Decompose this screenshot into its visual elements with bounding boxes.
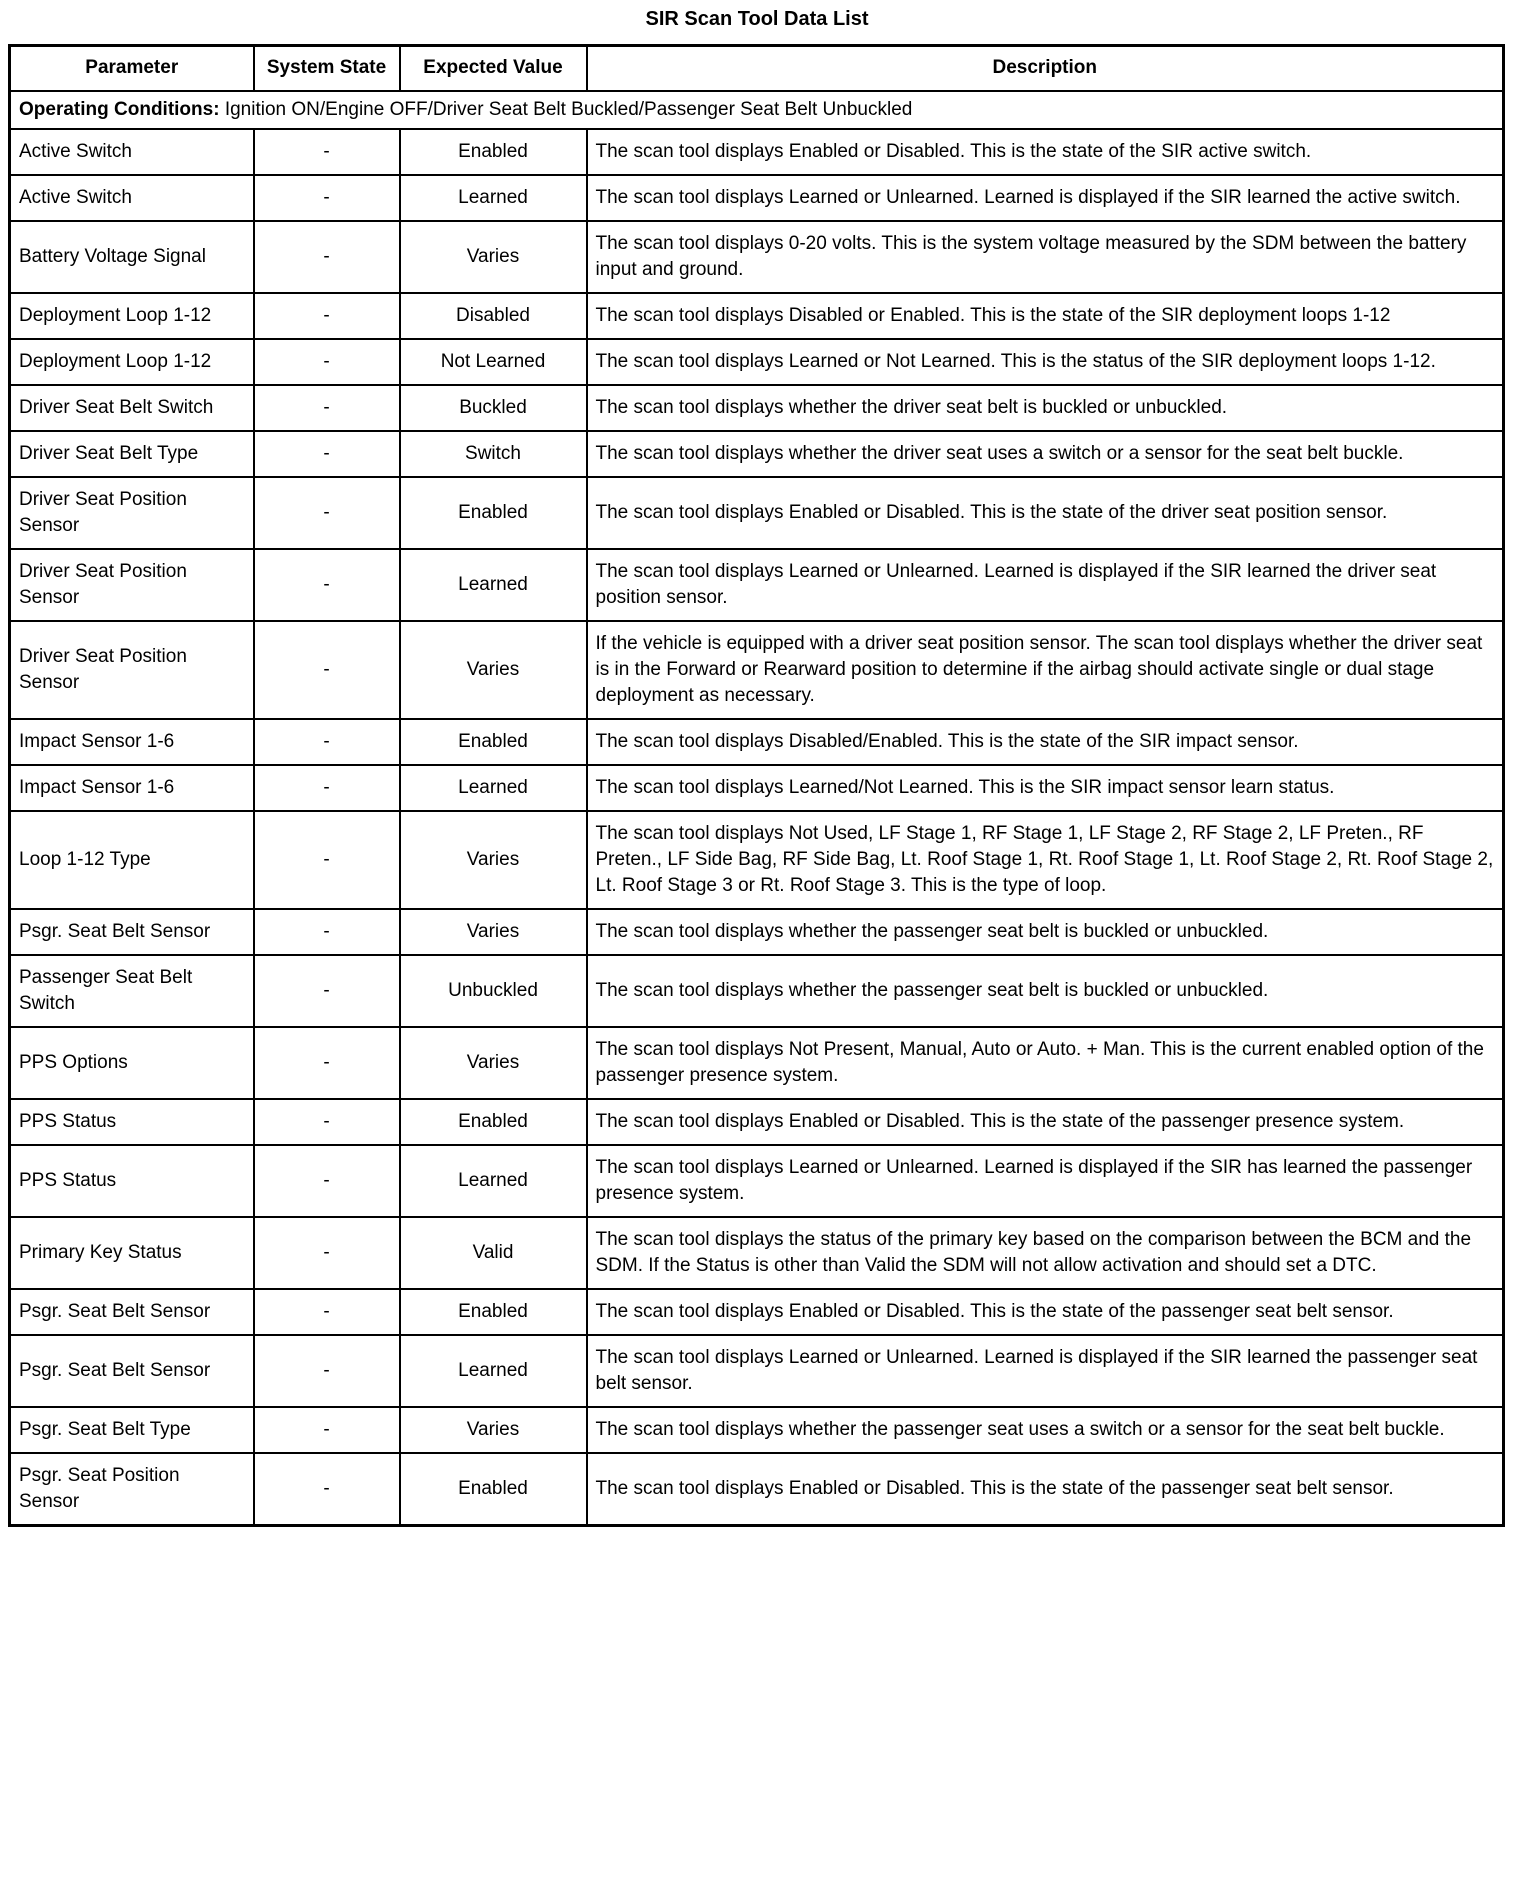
table-row (10, 811, 1504, 909)
description-cell: The scan tool displays Enabled or Disabled. This is the state of the SIR active switch. (587, 129, 1504, 175)
table-row (10, 1453, 1504, 1526)
operating-conditions-cell (10, 91, 1504, 129)
column-header-parameter: Parameter (10, 46, 254, 92)
expected-value-cell: Enabled (400, 1099, 587, 1145)
expected-value-cell: Enabled (400, 719, 587, 765)
expected-value-cell: Varies (400, 1407, 587, 1453)
system-state-cell: - (254, 1289, 400, 1335)
expected-value-cell: Varies (400, 221, 587, 293)
description-cell: The scan tool displays Disabled or Enabled. This is the state of the SIR deployment loops 1-12 (587, 293, 1504, 339)
table-row (10, 1027, 1504, 1099)
description-cell: The scan tool displays Learned or Unlearned. Learned is displayed if the SIR has learned the passenger presence system. (587, 1145, 1504, 1217)
table-row (10, 1217, 1504, 1289)
description-cell: The scan tool displays Enabled or Disabled. This is the state of the passenger seat belt sensor. (587, 1453, 1504, 1526)
system-state-cell: - (254, 955, 400, 1027)
header-row (10, 46, 1504, 92)
expected-value-cell: Varies (400, 1027, 587, 1099)
system-state-cell: - (254, 1217, 400, 1289)
description-cell: The scan tool displays whether the passenger seat uses a switch or a sensor for the seat belt buckle. (587, 1407, 1504, 1453)
expected-value-cell: Enabled (400, 129, 587, 175)
expected-value-cell: Learned (400, 549, 587, 621)
system-state-cell: - (254, 1407, 400, 1453)
table-body (10, 91, 1504, 1526)
parameter-cell: Psgr. Seat Position Sensor (10, 1453, 254, 1526)
table-row (10, 221, 1504, 293)
system-state-cell: - (254, 175, 400, 221)
description-cell: The scan tool displays Enabled or Disabled. This is the state of the passenger seat belt sensor. (587, 1289, 1504, 1335)
parameter-cell: PPS Status (10, 1099, 254, 1145)
table-row (10, 955, 1504, 1027)
expected-value-cell: Varies (400, 811, 587, 909)
system-state-cell: - (254, 1099, 400, 1145)
expected-value-cell: Learned (400, 175, 587, 221)
description-cell: The scan tool displays whether the driver seat belt is buckled or unbuckled. (587, 385, 1504, 431)
system-state-cell: - (254, 477, 400, 549)
parameter-cell: Psgr. Seat Belt Sensor (10, 1335, 254, 1407)
table-row (10, 339, 1504, 385)
operating-conditions-text: Ignition ON/Engine OFF/Driver Seat Belt Buckled/Passenger Seat Belt Unbuckled (219, 99, 913, 120)
table-row (10, 1099, 1504, 1145)
expected-value-cell: Varies (400, 621, 587, 719)
system-state-cell: - (254, 431, 400, 477)
table-row (10, 1407, 1504, 1453)
description-cell: The scan tool displays whether the passenger seat belt is buckled or unbuckled. (587, 955, 1504, 1027)
expected-value-cell: Enabled (400, 1453, 587, 1526)
description-cell: The scan tool displays Learned or Unlearned. Learned is displayed if the SIR learned the active switch. (587, 175, 1504, 221)
expected-value-cell: Not Learned (400, 339, 587, 385)
table-row (10, 1145, 1504, 1217)
parameter-cell: Passenger Seat Belt Switch (10, 955, 254, 1027)
table-row (10, 1289, 1504, 1335)
table-row (10, 477, 1504, 549)
parameter-cell: Psgr. Seat Belt Type (10, 1407, 254, 1453)
table-row (10, 549, 1504, 621)
parameter-cell: Deployment Loop 1-12 (10, 339, 254, 385)
parameter-cell: Active Switch (10, 129, 254, 175)
table-row (10, 621, 1504, 719)
parameter-cell: Impact Sensor 1-6 (10, 765, 254, 811)
parameter-cell: Driver Seat Position Sensor (10, 477, 254, 549)
expected-value-cell: Varies (400, 909, 587, 955)
table-row (10, 431, 1504, 477)
table-row (10, 765, 1504, 811)
system-state-cell: - (254, 549, 400, 621)
column-header-expected-value: Expected Value (400, 46, 587, 92)
description-cell: The scan tool displays Learned or Not Learned. This is the status of the SIR deployment loops 1-12. (587, 339, 1504, 385)
description-cell: The scan tool displays Learned or Unlearned. Learned is displayed if the SIR learned the passenger seat belt sensor. (587, 1335, 1504, 1407)
parameter-cell: Loop 1-12 Type (10, 811, 254, 909)
description-cell: The scan tool displays Not Present, Manual, Auto or Auto. + Man. This is the current enabled option of the passenger presence system. (587, 1027, 1504, 1099)
parameter-cell: Psgr. Seat Belt Sensor (10, 1289, 254, 1335)
description-cell: If the vehicle is equipped with a driver seat position sensor. The scan tool displays whether the driver seat is in the Forward or Rearward position to determine if the airbag should activate single or dual stage deployment as necessary. (587, 621, 1504, 719)
expected-value-cell: Learned (400, 1335, 587, 1407)
sir-scan-tool-data-table (8, 44, 1505, 1527)
description-cell: The scan tool displays Learned/Not Learned. This is the SIR impact sensor learn status. (587, 765, 1504, 811)
table-row (10, 175, 1504, 221)
expected-value-cell: Switch (400, 431, 587, 477)
expected-value-cell: Enabled (400, 1289, 587, 1335)
operating-conditions-row (10, 91, 1504, 129)
system-state-cell: - (254, 1145, 400, 1217)
system-state-cell: - (254, 621, 400, 719)
system-state-cell: - (254, 1335, 400, 1407)
parameter-cell: Driver Seat Position Sensor (10, 549, 254, 621)
parameter-cell: Active Switch (10, 175, 254, 221)
description-cell: The scan tool displays Enabled or Disabled. This is the state of the driver seat position sensor. (587, 477, 1504, 549)
page-title: SIR Scan Tool Data List (645, 8, 869, 30)
parameter-cell: Driver Seat Position Sensor (10, 621, 254, 719)
column-header-description: Description (587, 46, 1504, 92)
description-cell: The scan tool displays 0-20 volts. This is the system voltage measured by the SDM between the battery input and ground. (587, 221, 1504, 293)
description-cell: The scan tool displays Enabled or Disabled. This is the state of the passenger presence system. (587, 1099, 1504, 1145)
system-state-cell: - (254, 1453, 400, 1526)
parameter-cell: Impact Sensor 1-6 (10, 719, 254, 765)
expected-value-cell: Buckled (400, 385, 587, 431)
system-state-cell: - (254, 293, 400, 339)
table-row (10, 719, 1504, 765)
expected-value-cell: Disabled (400, 293, 587, 339)
description-cell: The scan tool displays Not Used, LF Stage 1, RF Stage 1, LF Stage 2, RF Stage 2, LF Preten., RF Preten., LF Side Bag, RF Side Bag, Lt. Roof Stage 1, Rt. Roof Stage 1, Lt. Roof Stage 2, Rt. Roof Stage 2, Lt. Roof Stage 3 or Rt. Roof Stage 3. This is the type of loop. (587, 811, 1504, 909)
description-cell: The scan tool displays whether the passenger seat belt is buckled or unbuckled. (587, 909, 1504, 955)
expected-value-cell: Unbuckled (400, 955, 587, 1027)
expected-value-cell: Enabled (400, 477, 587, 549)
table-row (10, 129, 1504, 175)
parameter-cell: Driver Seat Belt Type (10, 431, 254, 477)
parameter-cell: Psgr. Seat Belt Sensor (10, 909, 254, 955)
parameter-cell: Primary Key Status (10, 1217, 254, 1289)
operating-conditions-label: Operating Conditions: (19, 99, 220, 120)
table-row (10, 293, 1504, 339)
system-state-cell: - (254, 909, 400, 955)
table-row (10, 385, 1504, 431)
system-state-cell: - (254, 811, 400, 909)
parameter-cell: Driver Seat Belt Switch (10, 385, 254, 431)
description-cell: The scan tool displays the status of the primary key based on the comparison between the BCM and the SDM. If the Status is other than Valid the SDM will not allow activation and should set a DTC. (587, 1217, 1504, 1289)
system-state-cell: - (254, 339, 400, 385)
parameter-cell: PPS Options (10, 1027, 254, 1099)
parameter-cell: PPS Status (10, 1145, 254, 1217)
description-cell: The scan tool displays Disabled/Enabled. This is the state of the SIR impact sensor. (587, 719, 1504, 765)
system-state-cell: - (254, 765, 400, 811)
system-state-cell: - (254, 129, 400, 175)
table-header (10, 46, 1504, 92)
parameter-cell: Battery Voltage Signal (10, 221, 254, 293)
table-row (10, 909, 1504, 955)
system-state-cell: - (254, 1027, 400, 1099)
system-state-cell: - (254, 719, 400, 765)
column-header-system-state: System State (254, 46, 400, 92)
description-cell: The scan tool displays Learned or Unlearned. Learned is displayed if the SIR learned the driver seat position sensor. (587, 549, 1504, 621)
parameter-cell: Deployment Loop 1-12 (10, 293, 254, 339)
system-state-cell: - (254, 385, 400, 431)
table-row (10, 1335, 1504, 1407)
expected-value-cell: Learned (400, 1145, 587, 1217)
expected-value-cell: Learned (400, 765, 587, 811)
expected-value-cell: Valid (400, 1217, 587, 1289)
description-cell: The scan tool displays whether the driver seat uses a switch or a sensor for the seat belt buckle. (587, 431, 1504, 477)
system-state-cell: - (254, 221, 400, 293)
